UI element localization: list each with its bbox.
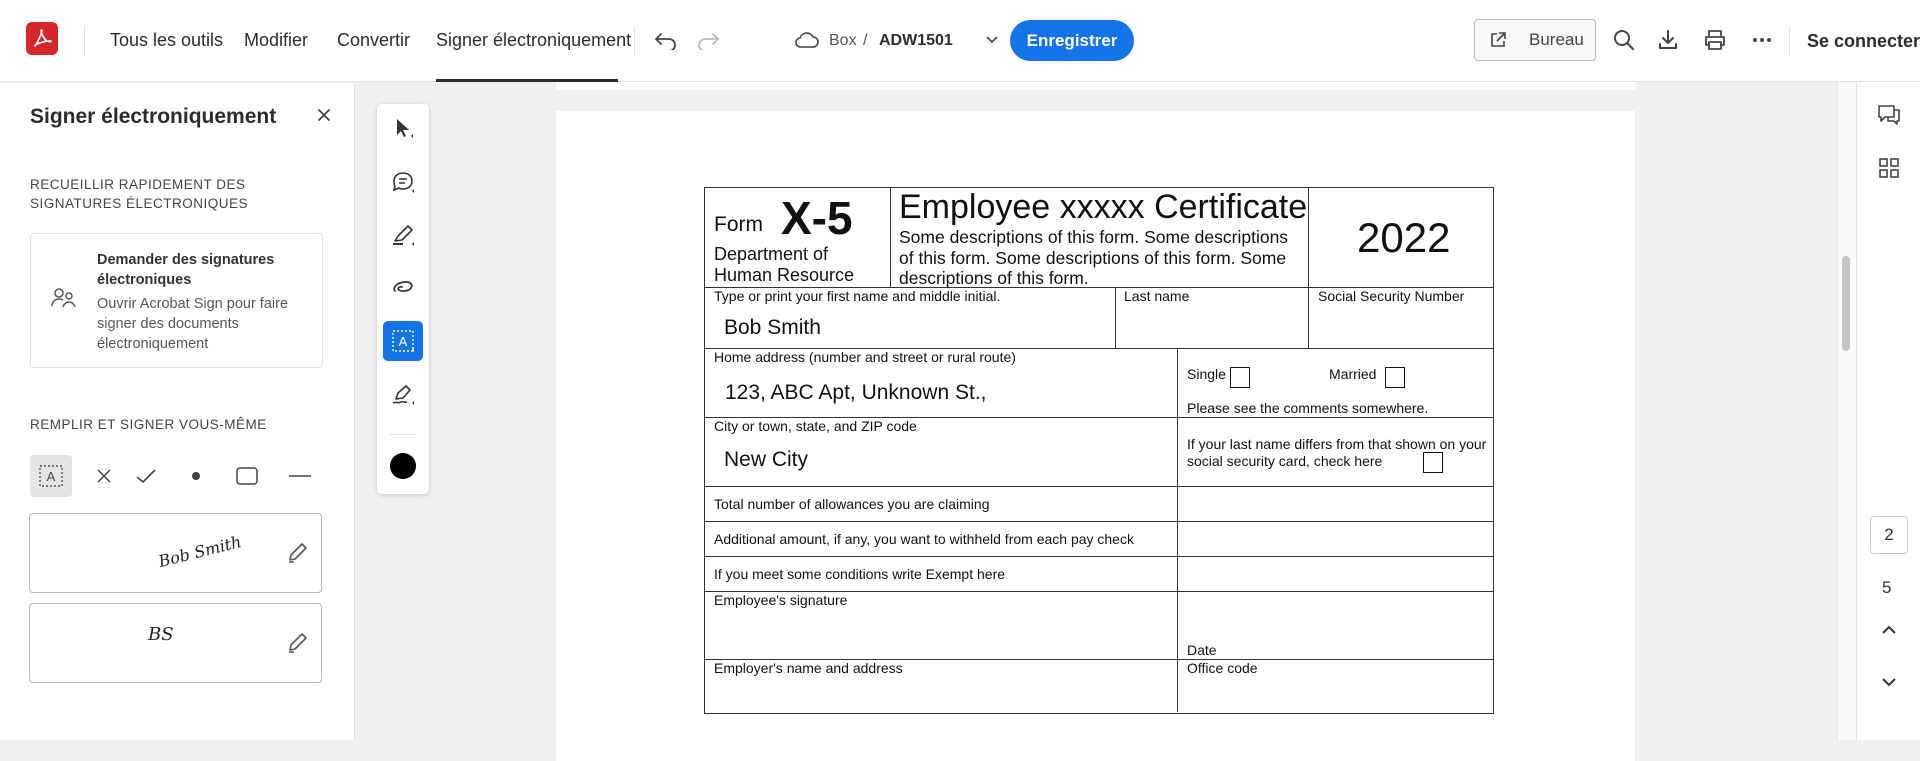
svg-text:Bob Smith: Bob Smith bbox=[156, 532, 244, 572]
next-page-chevron-down-icon[interactable] bbox=[1876, 670, 1902, 694]
divider bbox=[634, 26, 635, 56]
marital-status-cell bbox=[1178, 349, 1493, 418]
ssn-field[interactable] bbox=[1309, 288, 1493, 349]
sign-tool-icon[interactable] bbox=[383, 374, 423, 414]
city-label: City or town, state, and ZIP code bbox=[714, 418, 917, 434]
select-tool-icon[interactable] bbox=[383, 109, 423, 149]
nav-convert[interactable]: Convertir bbox=[337, 30, 411, 50]
document-filename[interactable]: ADW1501 bbox=[879, 32, 953, 49]
additional-amount-label-cell bbox=[705, 522, 1178, 557]
employee-signature-label: Employee's signature bbox=[714, 592, 848, 608]
department-label: Department of Human Resource bbox=[714, 244, 855, 285]
external-link-icon bbox=[1489, 31, 1507, 49]
office-code-label: Office code bbox=[1187, 660, 1258, 676]
additional-amount-field[interactable] bbox=[1178, 522, 1493, 557]
breadcrumb-storage[interactable]: Box bbox=[829, 32, 857, 49]
employer-field[interactable] bbox=[705, 660, 1178, 712]
line-tool[interactable] bbox=[279, 455, 321, 497]
open-desktop-label: Bureau bbox=[1529, 30, 1584, 49]
nav-e-sign[interactable]: Signer électroniquement bbox=[436, 30, 632, 50]
annotation-toolbar bbox=[377, 104, 429, 494]
rectangle-icon bbox=[235, 466, 259, 486]
employer-label: Employer's name and address bbox=[714, 660, 903, 676]
allowances-field[interactable] bbox=[1178, 487, 1493, 522]
comment-tool-icon[interactable] bbox=[383, 162, 423, 202]
dot-tool[interactable] bbox=[175, 455, 217, 497]
redo-icon[interactable] bbox=[694, 28, 722, 54]
top-toolbar bbox=[0, 0, 1920, 82]
previous-page-edge bbox=[556, 82, 1635, 90]
employee-certificate-form bbox=[704, 187, 1494, 714]
draw-tool-icon[interactable] bbox=[383, 268, 423, 308]
form-year: 2022 bbox=[1357, 214, 1451, 261]
cross-mark-tool[interactable] bbox=[83, 455, 125, 497]
acrobat-logo-icon[interactable] bbox=[26, 22, 58, 55]
add-text-tool-icon[interactable] bbox=[383, 321, 423, 361]
first-name-value: Bob Smith bbox=[724, 316, 821, 339]
additional-amount-label: Additional amount, if any, you want to withheld from each pay check bbox=[714, 531, 1134, 547]
save-button[interactable]: Enregistrer bbox=[1010, 20, 1134, 61]
checkmark-icon bbox=[135, 468, 157, 484]
search-icon[interactable] bbox=[1610, 26, 1638, 54]
text-box-icon bbox=[38, 464, 64, 488]
divider bbox=[84, 26, 85, 56]
breadcrumb-separator: / bbox=[863, 32, 868, 49]
edit-signature-pencil-icon[interactable] bbox=[286, 540, 308, 569]
last-name-label: Last name bbox=[1124, 288, 1190, 304]
chevron-down-icon[interactable] bbox=[984, 32, 1000, 48]
e-sign-panel bbox=[0, 83, 355, 740]
home-address-label: Home address (number and street or rural route) bbox=[714, 349, 1016, 365]
more-options-icon[interactable] bbox=[1748, 26, 1776, 54]
nav-edit[interactable]: Modifier bbox=[244, 30, 309, 50]
toolbar-divider bbox=[390, 434, 416, 435]
undo-icon[interactable] bbox=[652, 28, 680, 54]
panel-title: Signer électroniquement bbox=[30, 105, 277, 128]
color-picker-swatch[interactable] bbox=[383, 446, 423, 486]
vertical-scrollbar[interactable] bbox=[1837, 82, 1856, 740]
form-description: Some descriptions of this form. Some descriptions of this form. Some descriptions of this form. Some descriptions of this form. bbox=[899, 227, 1289, 288]
saved-initials-card[interactable] bbox=[29, 603, 322, 683]
nav-all-tools[interactable]: Tous les outils bbox=[110, 30, 224, 50]
saved-signature-card[interactable] bbox=[29, 513, 322, 593]
form-year-cell bbox=[1309, 188, 1493, 288]
last-name-differs-label: If your last name differs from that shown on your social security card, check here bbox=[1187, 436, 1487, 469]
previous-page-chevron-up-icon[interactable] bbox=[1876, 618, 1902, 642]
form-id-cell bbox=[705, 188, 891, 288]
exempt-field[interactable] bbox=[1178, 557, 1493, 592]
single-label: Single bbox=[1187, 366, 1226, 382]
first-name-label: Type or print your first name and middle initial. bbox=[714, 288, 1001, 304]
form-title-cell bbox=[891, 188, 1309, 288]
thumbnails-grid-icon[interactable] bbox=[1874, 153, 1904, 183]
signature-handwriting bbox=[120, 526, 250, 576]
section-heading-fill-sign: REMPLIR ET SIGNER VOUS-MÊME bbox=[30, 417, 267, 432]
highlight-tool-icon[interactable] bbox=[383, 215, 423, 255]
single-checkbox[interactable] bbox=[1230, 367, 1250, 388]
ssn-label: Social Security Number bbox=[1318, 288, 1465, 304]
request-signatures-title: Demander des signatures électroniques bbox=[97, 252, 275, 288]
cloud-icon bbox=[793, 28, 821, 52]
request-signatures-description: Ouvrir Acrobat Sign pour faire signer des documents électroniquement bbox=[97, 296, 289, 352]
comments-icon[interactable] bbox=[1874, 100, 1904, 130]
open-desktop-button[interactable] bbox=[1474, 19, 1596, 61]
divider bbox=[1789, 26, 1790, 56]
date-label: Date bbox=[1187, 642, 1217, 658]
line-icon bbox=[288, 474, 312, 478]
cross-icon bbox=[96, 468, 112, 484]
office-code-field[interactable] bbox=[1178, 660, 1493, 712]
request-signatures-icon bbox=[51, 286, 77, 315]
edit-initials-pencil-icon[interactable] bbox=[286, 630, 308, 659]
section-heading-request: RECUEILLIR RAPIDEMENT DES SIGNATURES ÉLECTRONIQUES bbox=[30, 177, 249, 211]
current-page-input[interactable]: 2 bbox=[1870, 516, 1908, 554]
allowances-label: Total number of allowances you are claiming bbox=[714, 496, 990, 512]
date-field[interactable] bbox=[1178, 592, 1493, 660]
close-icon[interactable] bbox=[314, 105, 334, 125]
request-signatures-card[interactable] bbox=[30, 233, 323, 368]
form-title: Employee xxxxx Certificate bbox=[899, 188, 1308, 226]
download-icon[interactable] bbox=[1654, 26, 1682, 54]
first-name-field[interactable] bbox=[705, 288, 1116, 349]
last-name-differs-cell bbox=[1178, 418, 1493, 487]
form-word: Form bbox=[714, 213, 763, 236]
city-value: New City bbox=[724, 448, 809, 471]
dot-icon bbox=[191, 471, 201, 481]
add-text-tool[interactable] bbox=[30, 455, 72, 497]
exempt-label-cell bbox=[705, 557, 1178, 592]
comments-label: Please see the comments somewhere. bbox=[1187, 400, 1429, 416]
scrollbar-thumb[interactable] bbox=[1842, 256, 1850, 351]
total-pages: 5 bbox=[1882, 578, 1892, 597]
married-label: Married bbox=[1329, 366, 1377, 382]
checkmark-tool[interactable] bbox=[125, 455, 167, 497]
print-icon[interactable] bbox=[1701, 26, 1729, 54]
last-name-differs-checkbox[interactable] bbox=[1423, 452, 1443, 473]
city-field[interactable] bbox=[705, 418, 1178, 487]
svg-text:A: A bbox=[398, 334, 408, 349]
last-name-field[interactable] bbox=[1116, 288, 1309, 349]
employee-signature-field[interactable] bbox=[705, 592, 1178, 660]
rectangle-tool[interactable] bbox=[226, 455, 268, 497]
home-address-value: 123, ABC Apt, Unknown St., bbox=[725, 381, 987, 404]
home-address-field[interactable] bbox=[705, 349, 1178, 418]
svg-text:A: A bbox=[46, 469, 56, 484]
married-checkbox[interactable] bbox=[1385, 367, 1405, 388]
allowances-label-cell bbox=[705, 487, 1178, 522]
sign-in-button[interactable]: Se connecter bbox=[1807, 31, 1920, 51]
initials-handwriting: BS bbox=[148, 624, 174, 645]
form-number: X-5 bbox=[781, 192, 853, 244]
exempt-label: If you meet some conditions write Exempt here bbox=[714, 566, 1006, 582]
